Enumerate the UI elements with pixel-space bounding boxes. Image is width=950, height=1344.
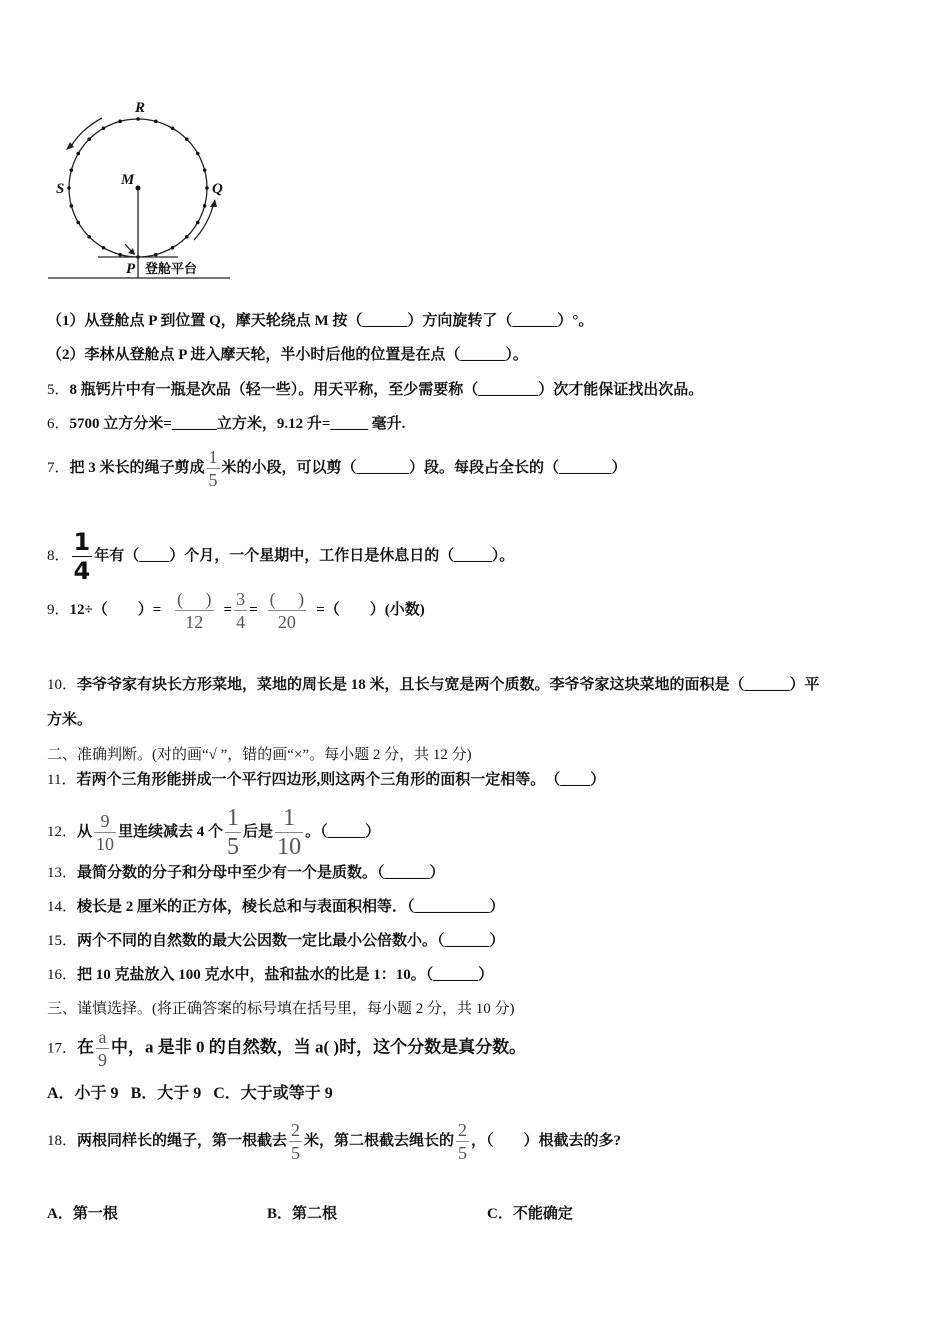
q7: 7．把 3 米长的绳子剪成 $\frac{1}{5}$ 米的小段，可以剪（_______）段。每段占全长的（_______） [47,447,627,490]
cabin-dot [87,137,91,141]
fraction: $\frac{a}{9}$ [98,1027,108,1070]
fraction: $\frac{9}{10}$ [96,811,115,854]
fraction: $\frac{3}{4}$ [236,589,246,632]
cabin-dot [87,235,91,239]
cabin-dot [76,152,80,156]
cabin-dot [205,186,209,190]
fraction: $\frac{2}{5}$ [291,1120,301,1163]
q8: 8． $\frac{1}{4}$ 年有（____）个月，一个星期中，工作日是休息日的（_____）。 [47,528,515,585]
cabin-dot [203,204,207,208]
section-2-heading: 二、准确判断。(对的画“√ ”，错的画“×”。每小题 2 分，共 12 分) [47,747,472,763]
fraction: $\frac{1}{5}$ [208,447,218,490]
cabin-dot [185,235,189,239]
q10-line2: 方米。 [47,712,93,728]
q17-options [47,1084,333,1104]
cabin-dot [196,221,200,225]
section-3-heading: 三、谨慎选择。(将正确答案的标号填在括号里，每小题 2 分，共 10 分) [47,1001,515,1017]
cabin-dot [171,126,175,130]
cabin-dot [118,120,122,124]
q10-line1: 10．李爷爷家有块长方形菜地，菜地的周长是 18 米，且长与宽是两个质数。李爷爷家这块菜地的面积是（______）平 [47,677,820,693]
label-p: P [126,261,136,277]
cabin-dot [185,137,189,141]
cabin-dot [196,152,200,156]
fraction: $\frac{1}{5}$ [227,805,240,860]
fraction: $\frac{( )}{12}$ [177,589,212,632]
cabin-dot [67,186,71,190]
option-a[interactable]: A．小于 9 [47,1085,119,1102]
q4-sub2: （2）李林从登舱点 P 进入摩天轮，半小时后他的位置是在点（______）。 [47,347,528,363]
q6: 6．5700 立方分米=______立方米，9.12 升=_____ 毫升. [47,416,406,432]
cabin-dot [136,117,140,121]
cabin-dot [203,168,207,172]
cabin-dot [102,126,106,130]
q13: 13．最简分数的分子和分母中至少有一个是质数。（______） [47,865,445,881]
q18: 18．两根同样长的绳子，第一根截去 $\frac{2}{5}$ 米，第二根截去绳长的 $\frac{2}{5}$ ，（ ）根截去的多? [47,1120,622,1163]
q15: 15．两个不同的自然数的最大公因数一定比最小公倍数小。（______） [47,933,505,949]
ferris-wheel-diagram [0,0,260,290]
label-r: R [135,100,146,116]
cabin-dot [171,246,175,250]
label-m: M [121,172,135,188]
cabin-dot [70,204,74,208]
label-platform: 登舱平台 [145,262,198,277]
fraction: $\frac{1}{4}$ [73,528,91,585]
cabin-dot [70,168,74,172]
q18-option-b[interactable]: B．第二根 [267,1206,338,1222]
cabin-dot [102,246,106,250]
q4-sub1: （1）从登舱点 P 到位置 Q，摩天轮绕点 M 按（______）方向旋转了（______）°。 [47,313,594,329]
fraction: $\frac{2}{5}$ [458,1120,468,1163]
cabin-dot [118,253,122,257]
q12: 12．从 $\frac{9}{10}$ 里连续减去 4 个 $\frac{1}{5}$ 后是 $\frac{1}{10}$ 。（_____） [47,805,381,860]
q11: 11．若两个三角形能拼成一个平行四边形,则这两个三角形的面积一定相等。 （____） [47,772,606,788]
option-c[interactable]: C．大于或等于 9 [213,1085,333,1102]
fraction: $\frac{1}{10}$ [277,805,302,860]
cabin-dot [76,221,80,225]
q9: 9．12÷（ ）= $\frac{( )}{12}$ = $\frac{3}{4}$ = $\frac{( )}{20}$ =（ ）(小数) [47,589,425,632]
q18-option-a[interactable]: A．第一根 [47,1206,118,1222]
q16: 16．把 10 克盐放入 100 克水中，盐和盐水的比是 1：10。（______） [47,967,494,983]
cabin-dot [154,253,158,257]
label-q: Q [212,181,223,197]
cabin-dot [154,120,158,124]
option-b[interactable]: B．大于 9 [130,1085,202,1102]
fraction: $\frac{( )}{20}$ [269,589,305,632]
q17: 17．在 $\frac{a}{9}$ 中，a 是非 0 的自然数，当 a( )时，这个分数是真分数。 [47,1027,527,1070]
q5: 5．8 瓶钙片中有一瓶是次品（轻一些）。用天平称，至少需要称（________）次才能保证找出次品。 [47,382,704,398]
q14: 14．棱长是 2 厘米的正方体，棱长总和与表面积相等．（__________） [47,899,505,915]
q18-option-c[interactable]: C．不能确定 [487,1206,573,1222]
label-s: S [56,181,65,197]
